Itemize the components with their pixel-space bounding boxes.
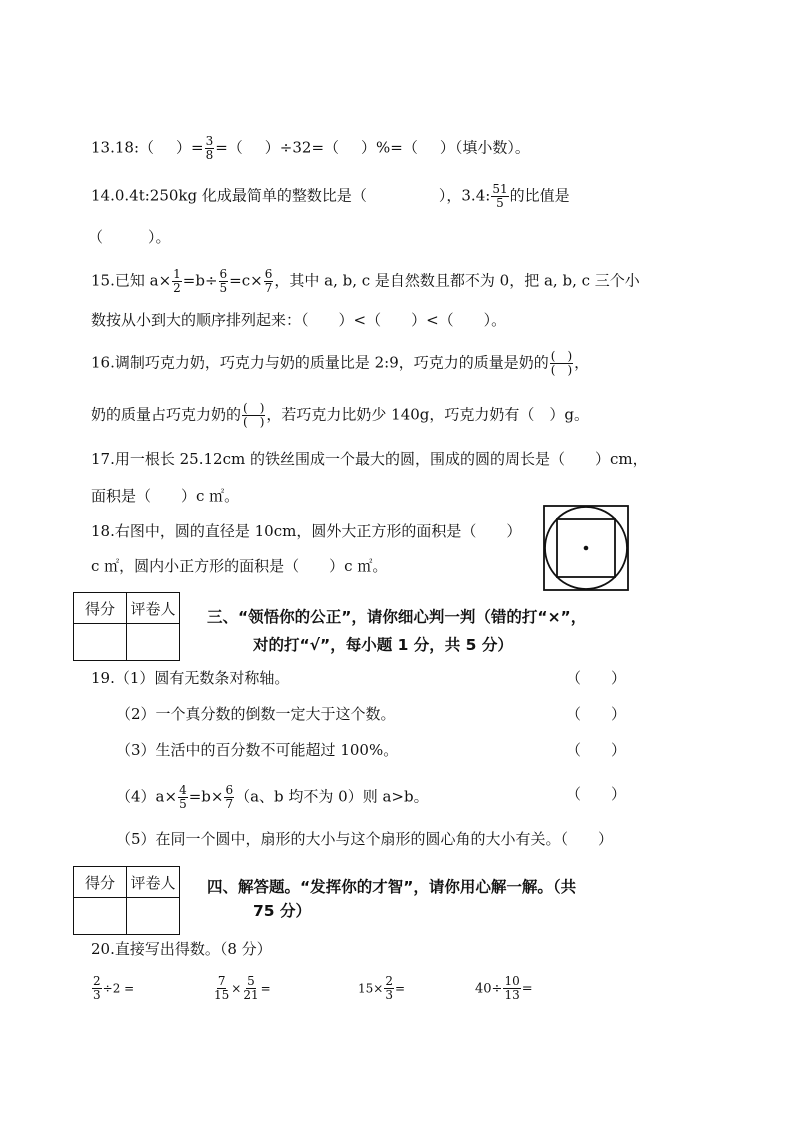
section-4-heading: 四、解答题。“发挥你的才智”，请你用心解一解。（共 75 分） (207, 878, 577, 920)
numerator: 6 (225, 783, 234, 797)
score-cell (74, 624, 127, 661)
question-19-item-3: （3）生活中的百分数不可能超过 100%。 (116, 741, 399, 759)
question-14-line2: （ ）。 (88, 228, 171, 246)
grader-cell (127, 898, 180, 935)
question-16-line2: 奶的质量占巧克力奶的 $\frac{( )}{( )}$ ，若巧克力比奶少 140g，巧克力奶有（ ）g。 (91, 401, 589, 429)
center-dot (584, 546, 589, 551)
fraction (503, 975, 520, 1002)
numerator: 6 (219, 267, 228, 281)
calc-expression-1: $\frac{2}{3}$ ÷2 = (93, 974, 135, 1002)
blank-fraction (242, 402, 265, 429)
calc-expression-4: 40÷ $\frac{10}{13}$ = (475, 974, 533, 1002)
fraction (205, 135, 215, 162)
question-19-item-1: 19.（1）圆有无数条对称轴。 (91, 669, 290, 687)
question-19-item-4: （4）a× $\frac{4}{5}$ =b× $\frac{6}{7}$ （a、b 均不为 0）则 a>b。 (116, 783, 429, 811)
calc-expression-3: 15× $\frac{2}{3}$ = (358, 974, 406, 1002)
grader-label: 评卷人 (127, 593, 180, 624)
score-table-section-3 (73, 592, 180, 661)
calc-expression-2: $\frac{7}{15}$ × $\frac{5}{21}$ = (214, 974, 271, 1002)
question-17-line2: 面积是（ ）c ㎡。 (91, 487, 240, 505)
question-17-line1: 17.用一根长 25.12cm 的铁丝围成一个最大的圆，围成的圆的周长是（ ）cm， (91, 450, 648, 468)
denominator: 15 (214, 988, 230, 1002)
fraction (491, 183, 508, 210)
answer-paren[interactable]: （ ） (566, 669, 627, 687)
numerator: 51 (492, 182, 508, 196)
fraction (178, 784, 188, 811)
question-14-line1: 14.0.4t:250kg 化成最简单的整数比是（ ），3.4: $\frac{51}{5}$ 的比值是 (91, 182, 570, 210)
question-19-item-5: （5）在同一个圆中，扇形的大小与这个扇形的圆心角的大小有关。（ ） (116, 830, 614, 848)
denominator: 3 (385, 988, 393, 1002)
question-19-item-2: （2）一个真分数的倒数一定大于这个数。 (116, 705, 396, 723)
denominator: 3 (93, 988, 101, 1002)
numerator: 3 (205, 134, 214, 148)
numerator: ( ) (243, 401, 265, 415)
fraction (92, 975, 102, 1002)
denominator: 13 (504, 988, 520, 1002)
denominator: 7 (264, 281, 273, 295)
answer-paren[interactable]: （ ） (566, 785, 627, 803)
denominator: 5 (179, 797, 187, 811)
numerator: 10 (504, 974, 520, 988)
numerator: 1 (173, 267, 181, 281)
question-15-line2: 数按从小到大的顺序排列起来：（ ）<（ ）<（ ）。 (91, 311, 507, 329)
question-20-title: 20.直接写出得数。（8 分） (91, 940, 272, 958)
numerator: 5 (247, 974, 255, 988)
circle-square-figure (543, 505, 629, 591)
answer-paren[interactable]: （ ） (566, 741, 627, 759)
denominator: ( ) (243, 415, 265, 429)
fraction (213, 975, 230, 1002)
answer-paren[interactable]: （ ） (566, 705, 627, 723)
fraction (242, 975, 259, 1002)
fraction (172, 268, 182, 295)
numerator: 2 (385, 974, 393, 988)
question-18-line2: c ㎡，圆内小正方形的面积是（ ）c ㎡。 (91, 557, 388, 575)
numerator: 7 (217, 974, 226, 988)
fraction (224, 784, 234, 811)
numerator: 6 (264, 267, 273, 281)
fraction (219, 268, 229, 295)
denominator: 2 (173, 281, 181, 295)
denominator: 21 (243, 988, 259, 1002)
denominator: ( ) (550, 363, 573, 377)
grader-label: 评卷人 (127, 867, 180, 898)
question-18-line1: 18.右图中，圆的直径是 10cm，圆外大正方形的面积是（ ） (91, 522, 522, 540)
question-15-line1: 15.已知 a× $\frac{1}{2}$ =b÷ $\frac{6}{5}$ =c× $\frac{6}{7}$ ，其中 a, b, c 是自然数且都不为 0，把 a, b, c 三个小 (91, 267, 640, 295)
score-label: 得分 (74, 593, 127, 624)
score-cell (74, 898, 127, 935)
numerator: 2 (93, 974, 101, 988)
numerator: 4 (179, 783, 187, 797)
fraction (384, 975, 394, 1002)
question-13: 13.18:（ ）= $\frac{3}{8}$ =（ ）÷32=（ ）%=（ ）（填小数）。 (91, 134, 530, 162)
denominator: 5 (219, 281, 228, 295)
numerator: ( ) (550, 349, 573, 363)
denominator: 8 (205, 148, 214, 162)
score-label: 得分 (74, 867, 127, 898)
blank-fraction (550, 350, 573, 377)
denominator: 5 (496, 196, 504, 210)
fraction (264, 268, 274, 295)
grader-cell (127, 624, 180, 661)
section-3-heading: 三、“领悟你的公正”，请你细心判一判（错的打“×”， 对的打“√”，每小题 1 分，共 5 分） (207, 608, 587, 654)
score-table-section-4 (73, 866, 180, 935)
denominator: 7 (225, 797, 234, 811)
question-16-line1: 16.调制巧克力奶，巧克力与奶的质量比是 2:9，巧克力的质量是奶的 $\frac{( )}{( )}$ ， (91, 349, 590, 377)
